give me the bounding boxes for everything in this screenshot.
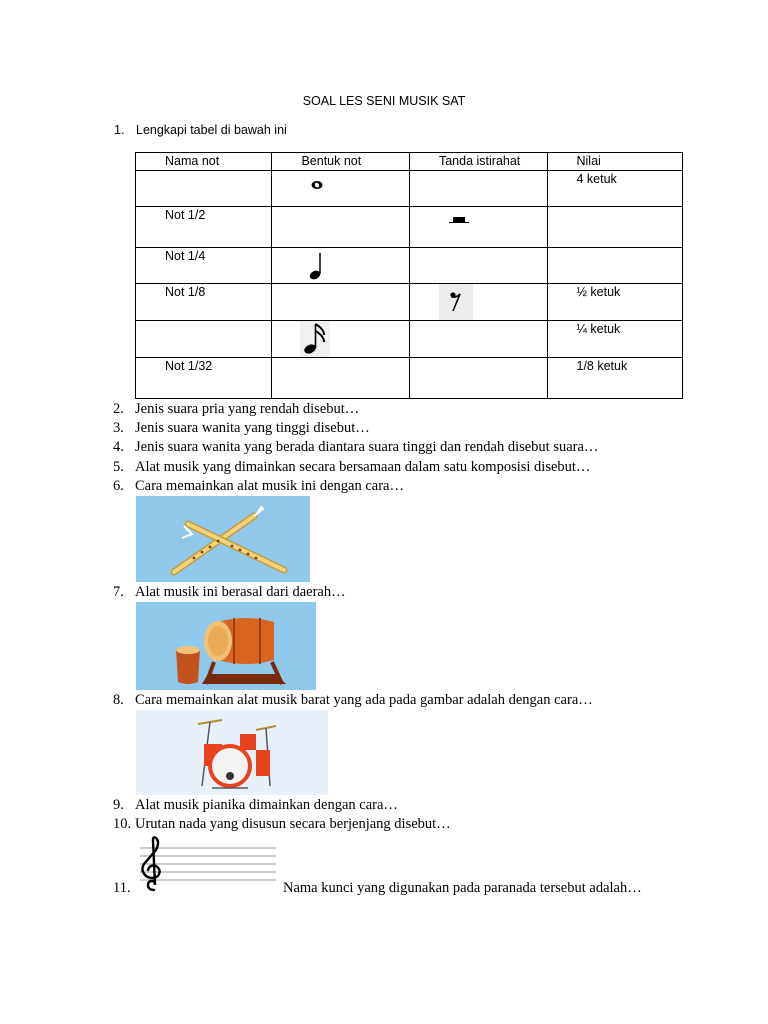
question-text: Lengkapi tabel di bawah ini <box>136 123 287 137</box>
value-cell: ¼ ketuk <box>547 321 683 358</box>
rest-cell <box>409 358 547 399</box>
question-text: Alat musik pianika dimainkan dengan cara… <box>135 797 398 813</box>
note-shape-cell <box>272 321 410 358</box>
flute-icon <box>136 496 310 582</box>
note-name-cell: Not 1/2 <box>136 207 272 248</box>
drum-kit-icon <box>136 710 328 795</box>
value-cell: 1/8 ketuk <box>547 358 683 399</box>
value-cell: ½ ketuk <box>547 284 683 321</box>
rest-cell <box>409 171 547 207</box>
question-number: 8. <box>113 692 124 708</box>
question-3 <box>113 420 370 437</box>
question-text: Cara memainkan alat musik ini dengan cara… <box>135 478 404 494</box>
table-header-row <box>136 153 683 171</box>
value-cell <box>547 248 683 284</box>
table-row <box>136 358 683 399</box>
table-row <box>136 171 683 207</box>
question-number: 11. <box>113 880 131 896</box>
question-5 <box>113 459 590 476</box>
note-name-cell: Not 1/4 <box>136 248 272 284</box>
question-8 <box>113 692 593 709</box>
question-text: Jenis suara wanita yang tinggi disebut… <box>135 420 370 436</box>
question-number: 6. <box>113 478 124 494</box>
table-row <box>136 321 683 358</box>
rest-cell <box>409 284 547 321</box>
question-number: 5. <box>113 459 124 475</box>
question-11 <box>113 880 135 897</box>
question-text: Cara memainkan alat musik barat yang ada pada gambar adalah dengan cara… <box>135 692 593 708</box>
note-name-cell: Not 1/32 <box>136 358 272 399</box>
note-name-cell <box>136 171 272 207</box>
question-1 <box>114 123 287 137</box>
table-row <box>136 284 683 321</box>
question-7 <box>113 584 346 601</box>
treble-clef-icon <box>140 836 278 894</box>
whole-note-icon <box>310 179 324 191</box>
question-4 <box>113 439 598 456</box>
question-number: 7. <box>113 584 124 600</box>
page-title: SOAL LES SENI MUSIK SAT <box>302 94 466 108</box>
question-number: 1. <box>114 123 125 137</box>
header-cell: Bentuk not <box>272 153 410 171</box>
question-text: Alat musik ini berasal dari daerah… <box>135 584 346 600</box>
question-2 <box>113 401 359 418</box>
rest-cell <box>409 321 547 358</box>
note-name-cell: Not 1/8 <box>136 284 272 321</box>
value-cell: 4 ketuk <box>547 171 683 207</box>
note-shape-cell <box>272 248 410 284</box>
header-cell: Tanda istirahat <box>409 153 547 171</box>
table-row <box>136 248 683 284</box>
header-cell: Nilai <box>547 153 683 171</box>
question-text: Jenis suara pria yang rendah disebut… <box>135 401 360 417</box>
question-text: Urutan nada yang disusun secara berjenjang disebut… <box>135 816 451 832</box>
question-number: 4. <box>113 439 124 455</box>
rest-cell <box>409 207 547 248</box>
header-cell: Nama not <box>136 153 272 171</box>
question-6 <box>113 478 404 495</box>
note-table <box>135 152 683 399</box>
question-text: Jenis suara wanita yang berada diantara suara tinggi dan rendah disebut suara… <box>135 439 599 455</box>
question-number: 9. <box>113 797 124 813</box>
traditional-drum-icon <box>136 602 316 690</box>
question-10 <box>113 816 451 833</box>
sixteenth-note-icon <box>300 321 330 357</box>
note-name-cell <box>136 321 272 358</box>
question-text: Alat musik yang dimainkan secara bersamaan dalam satu komposisi disebut… <box>135 459 591 475</box>
rest-cell <box>409 248 547 284</box>
question-number: 2. <box>113 401 124 417</box>
note-shape-cell <box>272 284 410 321</box>
table-row <box>136 207 683 248</box>
question-11-text: Nama kunci yang digunakan pada paranada tersebut adalah… <box>283 880 642 896</box>
half-rest-icon <box>448 215 470 225</box>
note-shape-cell <box>272 207 410 248</box>
eighth-rest-icon <box>439 284 473 320</box>
note-shape-cell <box>272 171 410 207</box>
quarter-note-icon <box>308 251 326 281</box>
question-9 <box>113 797 398 814</box>
question-number: 3. <box>113 420 124 436</box>
note-shape-cell <box>272 358 410 399</box>
value-cell <box>547 207 683 248</box>
question-number: 10. <box>113 816 132 832</box>
